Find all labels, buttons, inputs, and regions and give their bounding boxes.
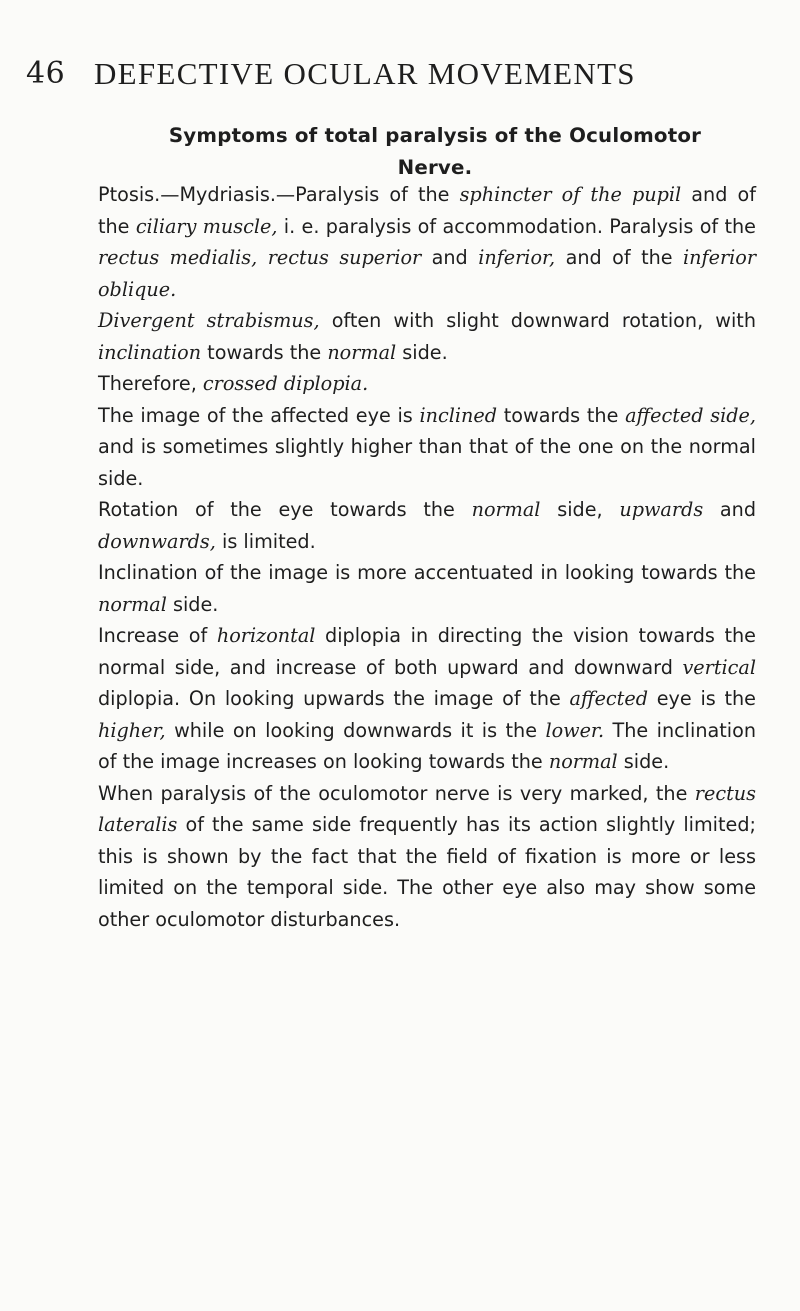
text-run: diplopia. On looking upwards the image of the [98, 687, 570, 710]
italic-term: rectus lateralis [98, 781, 756, 836]
italic-term: normal [98, 592, 167, 616]
paragraph-symptoms-list [98, 179, 756, 305]
text-run: and [703, 498, 757, 521]
text-run: i. e. paralysis of accommodation. Paralysis of the [277, 214, 756, 238]
italic-term: downwards, [98, 529, 216, 553]
italic-term: inclination [98, 340, 202, 364]
italic-term: vertical [682, 655, 756, 679]
paragraph-increase-diplopia [98, 620, 756, 778]
text-run: Inclination of the image is more accentuated in looking towards the [98, 561, 756, 584]
text-run: and [421, 246, 479, 269]
italic-term: inferior oblique. [98, 246, 756, 301]
text-run: diplopia in directing the vision towards the normal side, and increase of both upward and downward [98, 624, 756, 679]
paragraph-crossed-diplopia [98, 368, 756, 400]
italic-term: rectus medialis, rectus superior [98, 246, 422, 269]
text-run: towards the [201, 340, 328, 364]
text-run: is limited. [215, 529, 316, 553]
text-run: often with slight downward rotation, with [319, 309, 756, 332]
italic-term: Divergent strabismus, [98, 309, 320, 332]
text-run: Rotation of the eye towards the [98, 498, 472, 521]
italic-term: affected side, [625, 403, 756, 427]
running-head: DEFECTIVE OCULAR MOVEMENTS [94, 56, 636, 91]
paragraph-inclination [98, 557, 756, 620]
italic-term: normal [548, 750, 618, 773]
italic-term: lower. [545, 718, 605, 742]
italic-term: normal [327, 340, 397, 364]
text-run: towards the [497, 403, 626, 427]
text-run: side. [166, 592, 219, 616]
text-run: side. [396, 340, 448, 364]
text-run: The inclination of the image increases on looking towards the [98, 718, 756, 773]
text-run: while on looking downwards it is the [165, 718, 546, 742]
italic-term: crossed diplopia. [202, 372, 369, 395]
paragraph-image-inclined [98, 400, 756, 495]
paragraph-divergent-strabismus [98, 305, 756, 368]
page-number: 46 [26, 56, 66, 91]
text-run: side. [617, 750, 670, 773]
text-run: eye is the [648, 687, 756, 710]
text-run: The image of the affected eye is [98, 403, 420, 427]
text-run: of the same side frequently has its action slightly limited; this is shown by the fact that the field of fixation is more or less limited on the temporal side. The other eye also may show some other oculomotor disturbances. [98, 813, 756, 931]
italic-term: horizontal [216, 624, 316, 647]
italic-term: higher, [98, 718, 166, 742]
italic-term: inclined [419, 403, 498, 427]
text-run: Ptosis.—Mydriasis.—Paralysis of the [98, 183, 460, 206]
italic-term: normal [471, 498, 541, 521]
paragraph-marked-paralysis [98, 778, 756, 936]
italic-term: sphincter of the pupil [459, 183, 682, 206]
text-run: and is sometimes slightly higher than that of the one on the normal side. [98, 435, 756, 490]
text-run: Therefore, [98, 372, 203, 395]
italic-term: ciliary muscle, [135, 214, 278, 238]
body-text [98, 179, 756, 935]
page-header [0, 54, 800, 94]
paragraph-rotation [98, 494, 756, 557]
italic-term: inferior, [478, 246, 556, 269]
text-run: side, [540, 498, 620, 521]
text-run: When paralysis of the oculomotor nerve is very marked, the [98, 781, 695, 805]
text-run: and of the [555, 246, 684, 269]
section-heading: Symptoms of total paralysis of the Oculomotor Nerve. [168, 124, 702, 179]
text-run: and of the [98, 183, 756, 238]
italic-term: affected [569, 687, 649, 710]
text-run: Increase of [98, 624, 217, 647]
italic-term: upwards [619, 498, 704, 521]
